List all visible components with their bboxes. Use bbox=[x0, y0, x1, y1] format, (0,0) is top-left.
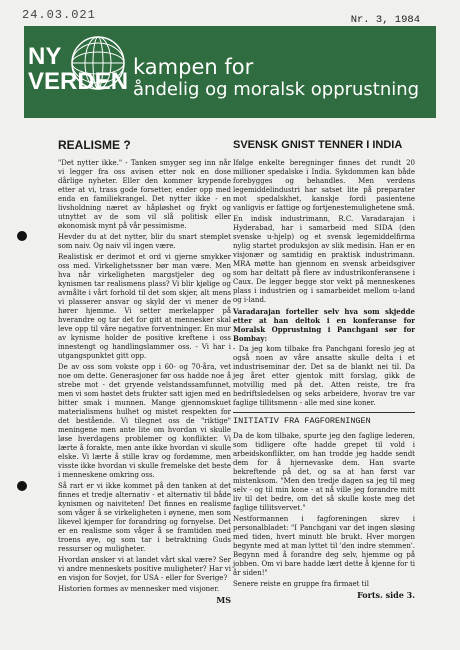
section-heading: INITIATIV FRA FAGFORENINGEN bbox=[233, 412, 415, 426]
article-title: REALISME ? bbox=[58, 138, 131, 152]
article-title: SVENSK GNIST TENNER I INDIA bbox=[233, 139, 403, 151]
paragraph: Realistisk er derimot et ord vi gjerne smykker oss med. Virkelighetssner bør man være. Men hva når virkeligheten margstjeler deg og kynismen tar realismens plass? Vi blir kjølige og avmålte i vårt forhold til det som skjer, alt mens vi plasserer ansvar og skyld der vi mener de hører hjemme. Vi setter merkelapper på hverandre og tar det for gitt at mennesker skal leve opp til våre negative forventninger. En mur av kynisme holder de positive kreftene i oss innestengt og handlingslammer oss. - Vi har i utgangspunktet gitt opp. bbox=[58, 253, 231, 360]
paragraph-intro: Varadarajan forteller selv hva som skjedde etter at han deltok i en konferanse for Moralsk Opprustning i Panchgani sør for Bombay: bbox=[233, 307, 415, 343]
paragraph: Hevder du at det nytter, blir du snart stemplet som naiv. Og naiv vil ingen være. bbox=[58, 233, 231, 250]
paragraph: Så rart er vi ikke kommet på den tanken at det finnes et tredje alternativ - et alternativ til både kynismen og naiviteten! Det finnes en realisme som våger å se virkeligheten i øynene, men som likevel kjemper for forandring og fornyelse. Det er en realisme som våger å se framtiden med troens øye, og som tar i betraktning Guds ressurser og muligheter. bbox=[58, 482, 231, 553]
archive-stamp: 24.03.021 bbox=[22, 8, 96, 22]
paragraph: De av oss som vokste opp i 60- og 70-åra, vet noe om dette. Generasjoner før oss hadde noe å strebe mot - det gryende velstandssamfunnet, men vi som høstet dets frukter satt igjen med en bitter smak i munnen. Mange gjennomskuet materialismens hulhet og mistet respekten for det bestående. Vi tilegnet oss de "riktige" meningene men ante lite om hvordan vi skulle løse hverdagens problemer og konflikter. Vi lærte å forakte, men ante ikke hvordan vi skulle elske. Vi lærte å stille krav og fordømme, men visste ikke hvordan vi skulle fremelske det beste i menneskene omkring oss. bbox=[58, 363, 231, 479]
tagline-line-2: åndelig og moralsk opprustning bbox=[133, 79, 420, 100]
article-svensk-gnist bbox=[233, 138, 415, 600]
paragraph: - Da jeg kom tilbake fra Panchgani foreslo jeg at også noen av våre ansatte skulle delta i et industriseminar der. Det sa de blankt nei til. Da jeg året etter gjentok mitt forslag, gikk de motvillig med på det. Atten reiste, tre fra bedriftsledelsen og seks arbeidere, hvorav tre var fagligе tillitsmenn - alle med sine koner. bbox=[233, 345, 415, 407]
logo-verden: VERDEN bbox=[28, 68, 129, 95]
paragraph: Da de kom tilbake, spurte jeg den faglige lederen, som tidligere ofte hadde grepet til vold i arbeidskonflikter, om han trodde jeg hadde sendt dem for å hjernevaske dem. Han svarte bekreftende på det, og sa at han først var mistenksom. "Men den tredje dagen sa jeg til meg selv - og til min kone - at nå ville jeg forandre mitt liv til det bedre, om det så skulle koste meg det faglige tillitsvervet." bbox=[233, 432, 415, 512]
issue-number: Nr. 3, 1984 bbox=[350, 14, 420, 26]
binder-hole-bottom bbox=[17, 481, 27, 491]
paragraph: Ifølge enkelte beregninger finnes det rundt 20 millioner spedalske i India. Sykdommen kan både forebygges og behandles. Men verdens legemiddelindustri har satset lite på preparater mot spedalskhet, kanskje fordi pasientene vanligvis er fattige og fortjenestemulighetene små. bbox=[233, 159, 415, 212]
paragraph: Nestformannen i fagforeningen skrev i personalbladet: "I Panchgani var det ingen sløsing med tiden, hvert minutt ble brukt. Hver morgen begynte med at man lyttet til 'den indre stemmen'. Begynn med å forandre deg selv, hjemme og på jobben. Om vi bare hadde lært dette å kjenne for ti år siden!" bbox=[233, 515, 415, 577]
paragraph: Hvordan ønsker vi at landet vårt skal være? Ser vi andre menneskets positive muligheter? Har vi en visjon for Sovjet, for USA - eller for Sverige? bbox=[58, 556, 231, 582]
author-signature: MS bbox=[216, 595, 231, 605]
tagline-line-1: kampen for bbox=[133, 55, 254, 79]
logo-ny: NY bbox=[28, 43, 62, 70]
paragraph: Senere reiste en gruppe fra firmaet til bbox=[233, 580, 369, 588]
article-realisme bbox=[58, 138, 231, 605]
paragraph: Historien formes av mennesker med visjoner. bbox=[58, 585, 220, 593]
paragraph: "Det nytter ikke." - Tanken smyger seg inn når vi legger fra oss avisen etter nok en dose dårlige nyheter. Eller den kommer krypende etter at vi, trass gode forsetter, ender opp med enda en familiekrangel. Det nytter ikke - en livsholdning næret av håpløshet og frykt og utnyttet av de som vil slå politisk eller økonomisk mynt på vår pessimisme. bbox=[58, 159, 231, 230]
binder-hole-top bbox=[17, 231, 27, 241]
masthead bbox=[24, 26, 436, 118]
paragraph: En indisk industrimann, R.C. Varadarajan i Hyderabad, har i samarbeid med SIDA (den svenske u-hjelp) og et svensk legemiddelfirma nylig startet produksjon av slik medisin. Han er en visjonær og samtidig en praktisk industrimann. MRA møtte han gjennom en svensk arbeidsgiver som har deltatt på flere av industrikonferansene i Caux. De legger begge stor vekt på menneskenes plass i industrien og i samarbeidet mellom u-land og i-land. bbox=[233, 215, 415, 304]
continued-note: Forts. side 3. bbox=[357, 590, 415, 600]
globe-icon bbox=[68, 33, 128, 93]
